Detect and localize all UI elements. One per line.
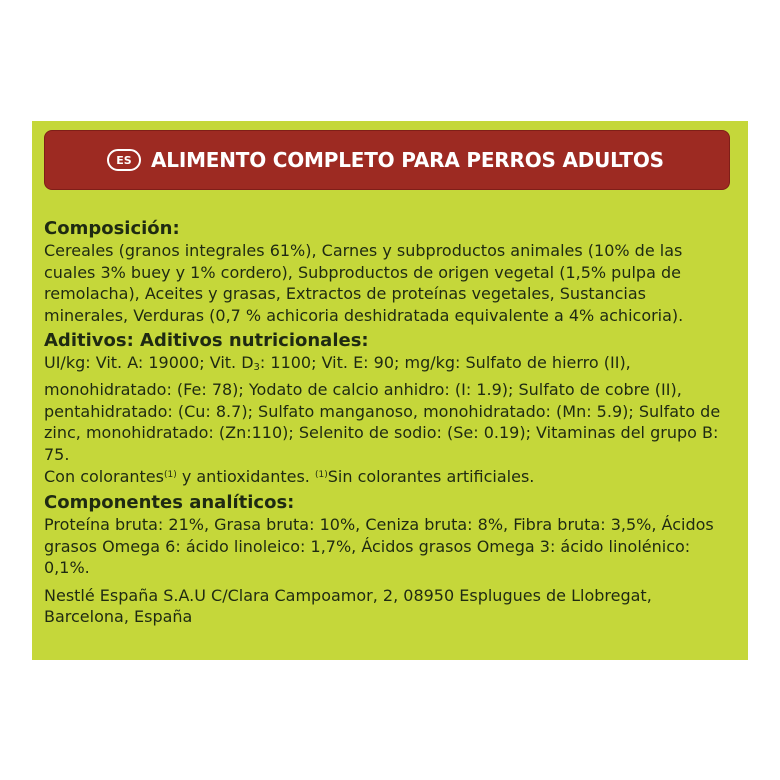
composicion-heading: Composición:: [44, 218, 180, 239]
footnote-marker: (1): [163, 470, 177, 481]
aditivos-heading: Aditivos: Aditivos nutricionales:: [44, 330, 369, 352]
vitamin-d-subscript: 3: [253, 362, 260, 374]
aditivos-text-a: UI/kg: Vit. A: 19000; Vit. D: [44, 353, 254, 373]
colorantes-note: [44, 465, 734, 488]
aditivos-text: [44, 352, 734, 465]
colorantes-text-b: y antioxidantes.: [176, 467, 315, 487]
analiticos-heading: Componentes analíticos:: [44, 491, 295, 513]
label-content: [44, 218, 734, 628]
composicion-text: Cereales (granos integrales 61%), Carnes y subproductos animales (10% de las cuales 3% buey y 1% cordero), Subproductos de origen vegetal (1,5% pulpa de remolacha), Aceites y grasas, Extractos de proteínas vegetales, Sustancias minerales, Verduras (0,7 % achicoria deshidratada equivalente a 4% achicoria).: [44, 241, 684, 325]
manufacturer-address: Nestlé España S.A.U C/Clara Campoamor, 2, 08950 Esplugues de Llobregat, Barcelona, España: [44, 585, 652, 627]
colorantes-text-c: Sin colorantes artificiales.: [327, 467, 535, 487]
label-panel: [32, 121, 748, 660]
title-banner: [44, 130, 730, 190]
language-badge: ES: [107, 149, 141, 171]
aditivos-text-b: : 1100; Vit. E: 90; mg/kg: Sulfato de hierro (II), monohidratado: (Fe: 78); Yodato de calcio anhidro: (I: 1.9); Sulfato de cobre (II), pentahidratado: (Cu: 8.7); Sulfato manganoso, monohidratado: (Mn: 5.9); Sulfato de zinc, monohidratado: (Zn:110); Selenito de sodio: (Se: 0.19); Vitaminas del grupo B: 75.: [44, 353, 721, 464]
analiticos-text: Proteína bruta: 21%, Grasa bruta: 10%, Ceniza bruta: 8%, Fibra bruta: 3,5%, Ácidos grasos Omega 6: ácido linoleico: 1,7%, Ácidos grasos Omega 3: ácido linolénico: 0,1%.: [44, 514, 714, 578]
banner-title: ALIMENTO COMPLETO PARA PERROS ADULTOS: [151, 148, 664, 172]
footnote-marker: (1): [314, 470, 328, 481]
colorantes-text-a: Con colorantes: [44, 467, 164, 487]
